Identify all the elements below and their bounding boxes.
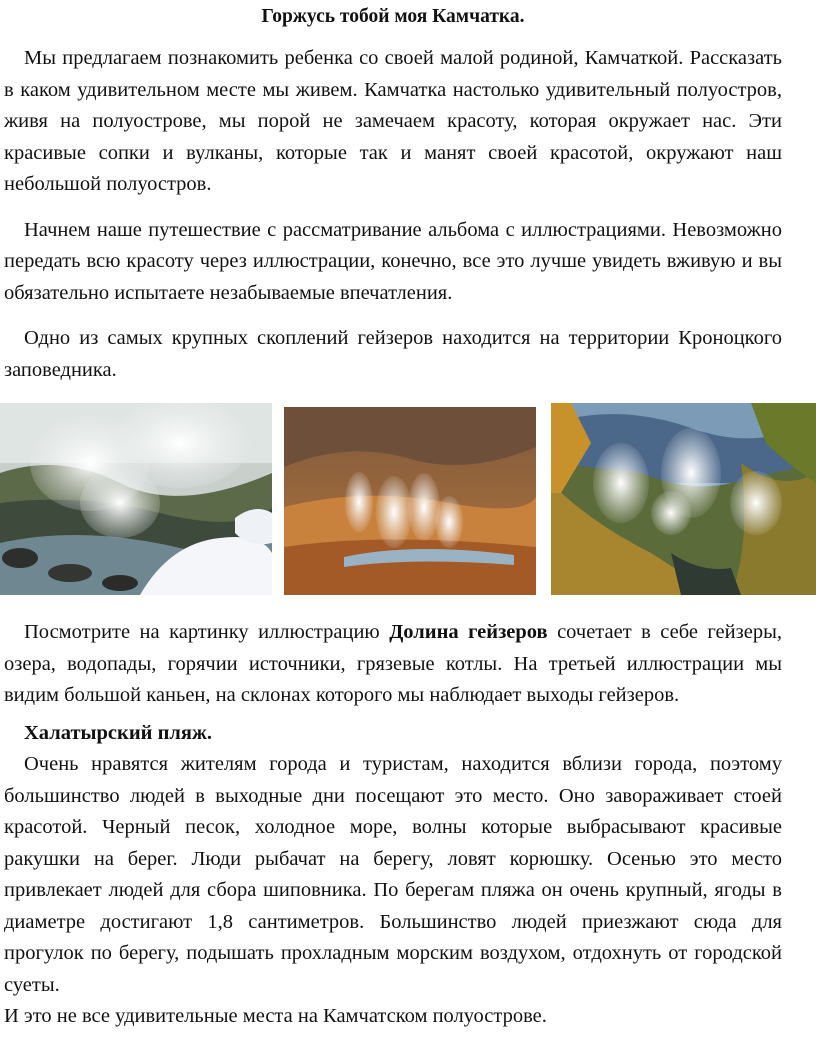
paragraph-valley [4, 617, 782, 712]
paragraph-valley-end: сочетает в себе гейзеры, озера, водопады, горячии источники, грязевые котлы. На третьей иллюстрации мы видим большой каньен, на склонах которого мы наблюдает выходы гейзеров. [4, 621, 782, 706]
document-page [4, 0, 782, 386]
valley-of-geysers-name: Долина гейзеров [389, 621, 548, 643]
photo-row [0, 403, 816, 595]
paragraph-album: Начнем наше путешествие с рассматривание альбома с иллюстрациями. Невозможно передать всю красоту через иллюстрации, конечно, все это лучше увидеть вживую и вы обязательно испытаете незабываемые впечатления. [4, 218, 782, 304]
page-title: Горжусь тобой моя Камчатка. [261, 6, 525, 27]
lower-text [4, 617, 782, 1033]
canyon-geysers-photo [551, 403, 816, 595]
paragraph-valley-start: Посмотрите на картинку иллюстрацию [24, 621, 390, 643]
paragraph-closing: И это не все удивительные места на Камчатском полуострове. [4, 1005, 547, 1027]
paragraph-beach: Очень нравятся жителям города и туристам, находится вблизи города, поэтому большинство людей в выходные дни посещают это место. Оно завораживает стоей красотой. Черный песок, холодное море, волны которые выбрасывают красивые ракушки на берег. Люди рыбачат на берегу, ловят корюшку. Осенью это место привлекает людей для сбора шиповника. По берегам пляжа он очень крупный, ягоды в диаметре достигают 1,8 сантиметров. Большинство людей приезжают сюда для прогулок по берегу, подышать прохладным морским воздухом, отдохнуть от городской суеты. [4, 753, 782, 996]
beach-heading: Халатырский пляж. [24, 721, 212, 744]
paragraph-intro: Мы предлагаем познакомить ребенка со своей малой родиной, Камчаткой. Рассказать в каком удивительном месте мы живем. Камчатка настолько удивительный полуостров, живя на полуострове, мы порой не замечаем красоту, которая окружает нас. Эти красивые сопки и вулканы, которые так и манят своей красотой, окружают наш небольшой полуостров. [4, 47, 782, 195]
paragraph-geysers: Одно из самых крупных скоплений гейзеров находится на территории Кроноцкого заповедника. [4, 327, 782, 381]
geyser-valley-photo [284, 407, 536, 595]
geyser-river-photo [0, 403, 272, 595]
